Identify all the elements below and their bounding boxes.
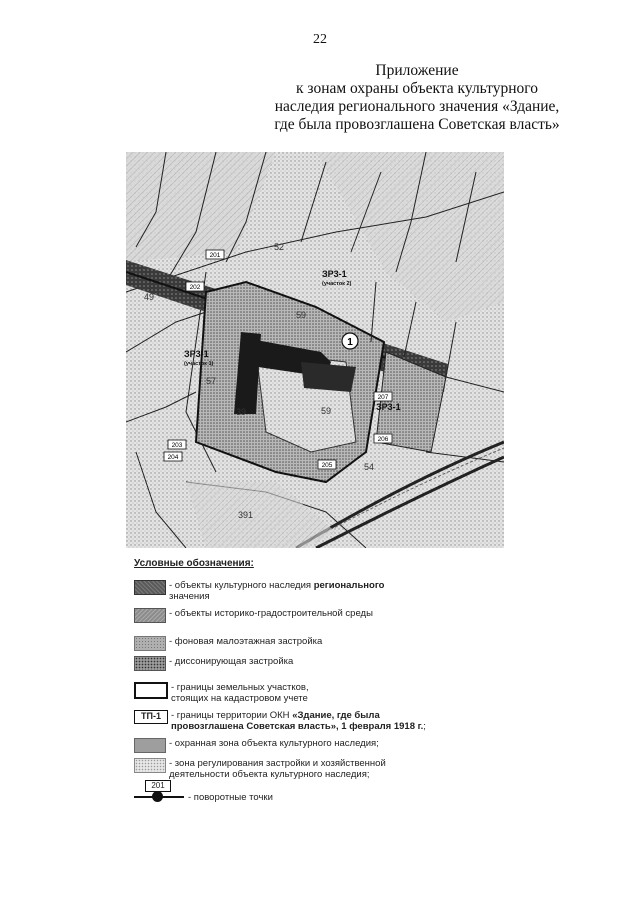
legend-item-regulation-zone: - зона регулирования застройки и хозяйственной деятельности объекта культурного наследия; xyxy=(134,758,386,780)
legend-swatch: ТП-1 xyxy=(134,710,168,724)
svg-text:1: 1 xyxy=(347,337,353,348)
appendix-heading xyxy=(252,62,582,134)
legend-item-regional-heritage: - объекты культурного наследия регионального значения xyxy=(134,580,384,602)
legend-swatch xyxy=(134,758,166,773)
parcel-number: 59 xyxy=(296,310,307,320)
map-legend xyxy=(134,558,464,803)
appendix-line: к зонам охраны объекта культурного xyxy=(296,80,538,97)
legend-item-okn-territory: ТП-1 - границы территории ОКН «Здание, где была провозглашена Советская власть», 1 февраля 1918 г.; xyxy=(134,710,426,732)
svg-text:206: 206 xyxy=(377,436,389,443)
legend-title: Условные обозначения: xyxy=(134,558,254,569)
legend-swatch xyxy=(134,682,168,699)
zone-sublabel: (участок 1) xyxy=(184,361,214,367)
svg-text:201: 201 xyxy=(209,252,221,259)
map-svg xyxy=(126,152,504,548)
svg-text:204: 204 xyxy=(167,454,179,461)
legend-swatch xyxy=(134,608,166,623)
legend-swatch xyxy=(134,636,166,651)
heritage-object-marker xyxy=(342,333,358,349)
legend-item-turning-points: 201 - поворотные точки xyxy=(134,780,273,806)
appendix-line: наследия регионального значения «Здание, xyxy=(274,98,560,115)
legend-item-background-lowrise: - фоновая малоэтажная застройка xyxy=(134,636,322,651)
zone-label: ЗР3-1 xyxy=(376,402,401,412)
parcel-number: 57 xyxy=(206,376,217,386)
turning-point-icon: 201 xyxy=(134,780,184,806)
legend-item-historic-environment: - объекты историко-градостроительной среды xyxy=(134,608,373,623)
legend-swatch xyxy=(134,580,166,595)
zone-label: ЗР3-1 xyxy=(322,269,347,279)
legend-item-dissonant: - диссонирующая застройка xyxy=(134,656,293,671)
legend-swatch xyxy=(134,656,166,671)
parcel-number: 52 xyxy=(274,242,285,252)
appendix-line: где была провозглашена Советская власть» xyxy=(274,116,560,133)
svg-text:207: 207 xyxy=(377,394,389,401)
parcel-number: 54 xyxy=(364,462,375,472)
cadastral-map xyxy=(126,152,504,548)
page-number: 22 xyxy=(313,32,327,47)
legend-item-parcels: - границы земельных участков, стоящих на кадастровом учете xyxy=(134,682,309,704)
zone-sublabel: (участок 2) xyxy=(322,281,352,287)
appendix-line: Приложение xyxy=(375,62,459,79)
zone-label: ЗР3-1 xyxy=(184,349,209,359)
svg-text:202: 202 xyxy=(189,284,201,291)
parcel-number: 49 xyxy=(144,292,155,302)
parcel-number: 391 xyxy=(238,510,254,520)
parcel-number: 59 xyxy=(321,406,332,416)
legend-swatch xyxy=(134,738,166,753)
svg-text:203: 203 xyxy=(171,442,183,449)
svg-text:205: 205 xyxy=(321,462,333,469)
legend-item-protection-zone: - охранная зона объекта культурного наследия; xyxy=(134,738,379,753)
parcel-number: 39 xyxy=(236,407,247,417)
